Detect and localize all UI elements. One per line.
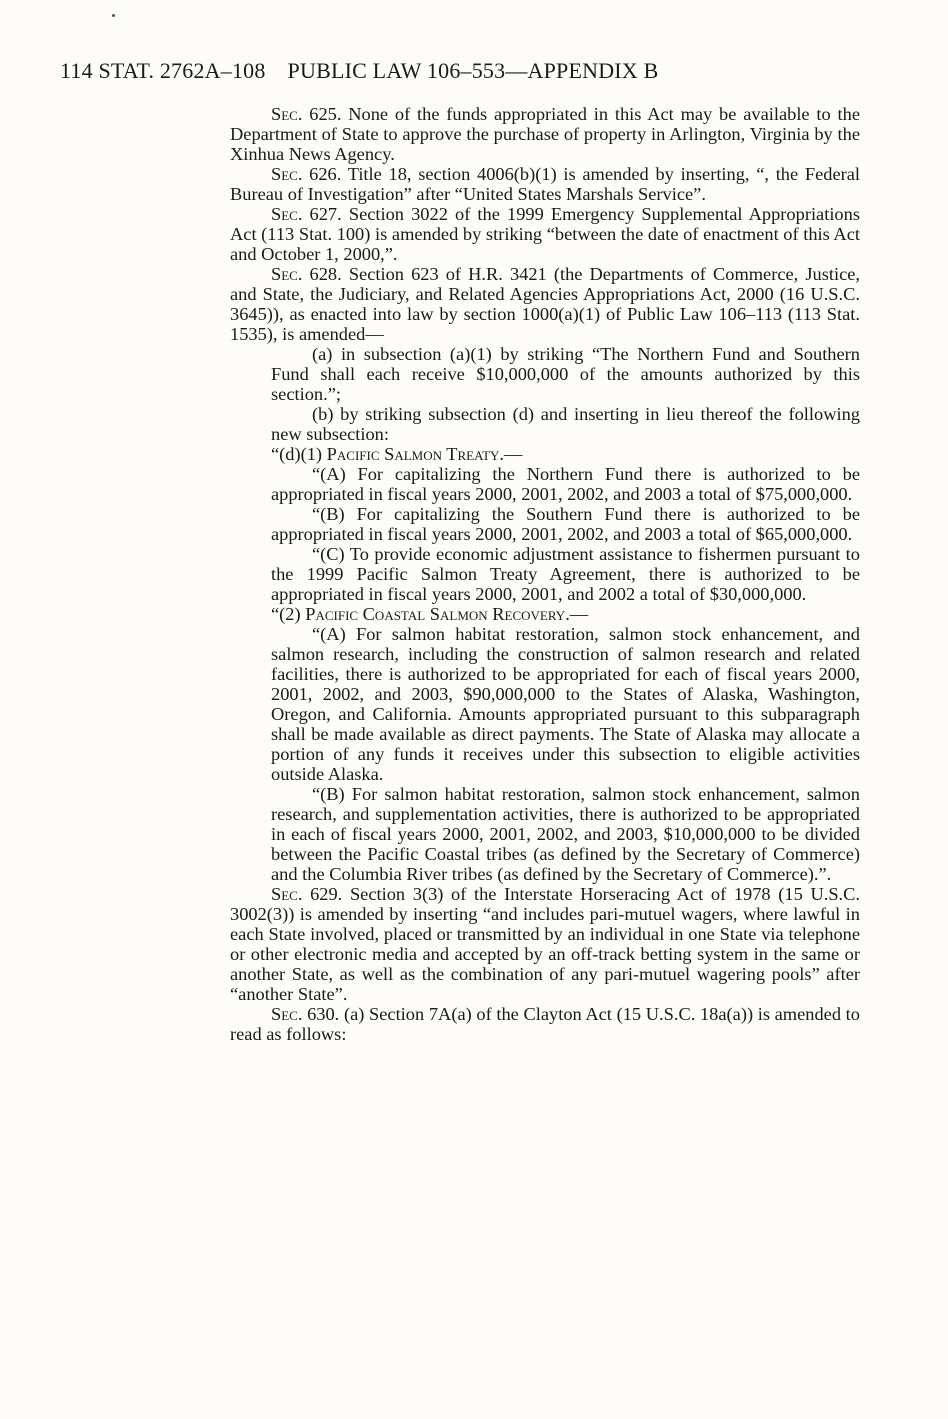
subsection-d2-heading xyxy=(271,604,860,624)
subsection-prefix: “(2) xyxy=(271,604,301,624)
subparagraph-d1-C: “(C) To provide economic adjustment assistance to fishermen pursuant to the 1999 Pacific Salmon Treaty Agreement, there is authorized to be appropriated in fiscal years 2000, 2001, and 2002 a total of $30,000,000. xyxy=(271,544,860,604)
subparagraph-d2-B: “(B) For salmon habitat restoration, salmon stock enhancement, salmon research, and supplementation activities, there is authorized to be appropriated in each of fiscal years 2000, 2001, 2002, and 2003, $10,000,000 to be divided between the Pacific Coastal tribes (as defined by the Secretary of Commerce) and the Columbia River tribes (as defined by the Secretary of Commerce).”. xyxy=(271,784,860,884)
section-630 xyxy=(230,1004,860,1044)
subparagraph-d2-A: “(A) For salmon habitat restoration, salmon stock enhancement, and salmon research, including the construction of salmon research and related facilities, there is authorized to be appropriated for each of fiscal years 2000, 2001, 2002, and 2003, $90,000,000 to the States of Alaska, Washington, Oregon, and California. Amounts appropriated pursuant to this subparagraph shall be made available as direct payments. The State of Alaska may allocate a portion of any funds it receives under this subsection to eligible activities outside Alaska. xyxy=(271,624,860,784)
subsection-prefix: “(d)(1) xyxy=(271,444,323,464)
section-627 xyxy=(230,204,860,264)
scan-speck xyxy=(112,14,115,17)
section-text: Title 18, section 4006(b)(1) is amended by inserting, “, the Federal Bureau of Investigation” after “United States Marshals Service”. xyxy=(230,164,861,204)
section-label: Sec. 628. xyxy=(271,264,342,284)
subsection-d1-heading xyxy=(271,444,860,464)
section-text: Section 623 of H.R. 3421 (the Departments of Commerce, Justice, and State, the Judiciary, and Related Agencies Appropriations Act, 2000 (16 U.S.C. 3645)), as enacted into law by section 1000(a)(1) of Public Law 106–113 (113 Stat. 1535), is amended— xyxy=(230,264,861,344)
page-header xyxy=(60,58,658,84)
section-628 xyxy=(230,264,860,344)
section-label: Sec. 627. xyxy=(271,204,342,224)
section-label: Sec. 626. xyxy=(271,164,342,184)
subsection-heading: Pacific Salmon Treaty.— xyxy=(326,444,523,464)
law-text xyxy=(230,104,860,1044)
section-label: Sec. 625. xyxy=(271,104,342,124)
section-626 xyxy=(230,164,860,204)
section-625 xyxy=(230,104,860,164)
statute-citation: 114 STAT. 2762A–108 xyxy=(60,58,266,83)
section-text: Section 3022 of the 1999 Emergency Supplemental Appropriations Act (113 Stat. 100) is amended by striking “between the date of enactment of this Act and October 1, 2000,”. xyxy=(230,204,860,264)
subparagraph-d1-B: “(B) For capitalizing the Southern Fund there is authorized to be appropriated in fiscal years 2000, 2001, 2002, and 2003 a total of $65,000,000. xyxy=(271,504,860,544)
section-text: None of the funds appropriated in this Act may be available to the Department of State to approve the purchase of property in Arlington, Virginia by the Xinhua News Agency. xyxy=(230,104,860,164)
subsection-heading: Pacific Coastal Salmon Recovery.— xyxy=(305,604,589,624)
law-title: PUBLIC LAW 106–553—APPENDIX B xyxy=(287,58,659,83)
section-label: Sec. 630. xyxy=(271,1004,340,1024)
section-628-b: (b) by striking subsection (d) and inserting in lieu thereof the following new subsection: xyxy=(271,404,860,444)
section-label: Sec. 629. xyxy=(271,884,343,904)
section-628-a: (a) in subsection (a)(1) by striking “The Northern Fund and Southern Fund shall each receive $10,000,000 of the amounts authorized by this section.”; xyxy=(271,344,860,404)
section-text: Section 3(3) of the Interstate Horseracing Act of 1978 (15 U.S.C. 3002(3)) is amended by inserting “and includes pari-mutuel wagers, where lawful in each State involved, placed or transmitted by an individual in one State via telephone or other electronic media and accepted by an off-track betting system in the same or another State, as well as the combination of any pari-mutuel wagering pools” after “another State”. xyxy=(230,884,861,1004)
subparagraph-d1-A: “(A) For capitalizing the Northern Fund there is authorized to be appropriated in fiscal years 2000, 2001, 2002, and 2003 a total of $75,000,000. xyxy=(271,464,860,504)
section-629 xyxy=(230,884,860,1004)
section-text: (a) Section 7A(a) of the Clayton Act (15 U.S.C. 18a(a)) is amended to read as follows: xyxy=(230,1004,860,1044)
